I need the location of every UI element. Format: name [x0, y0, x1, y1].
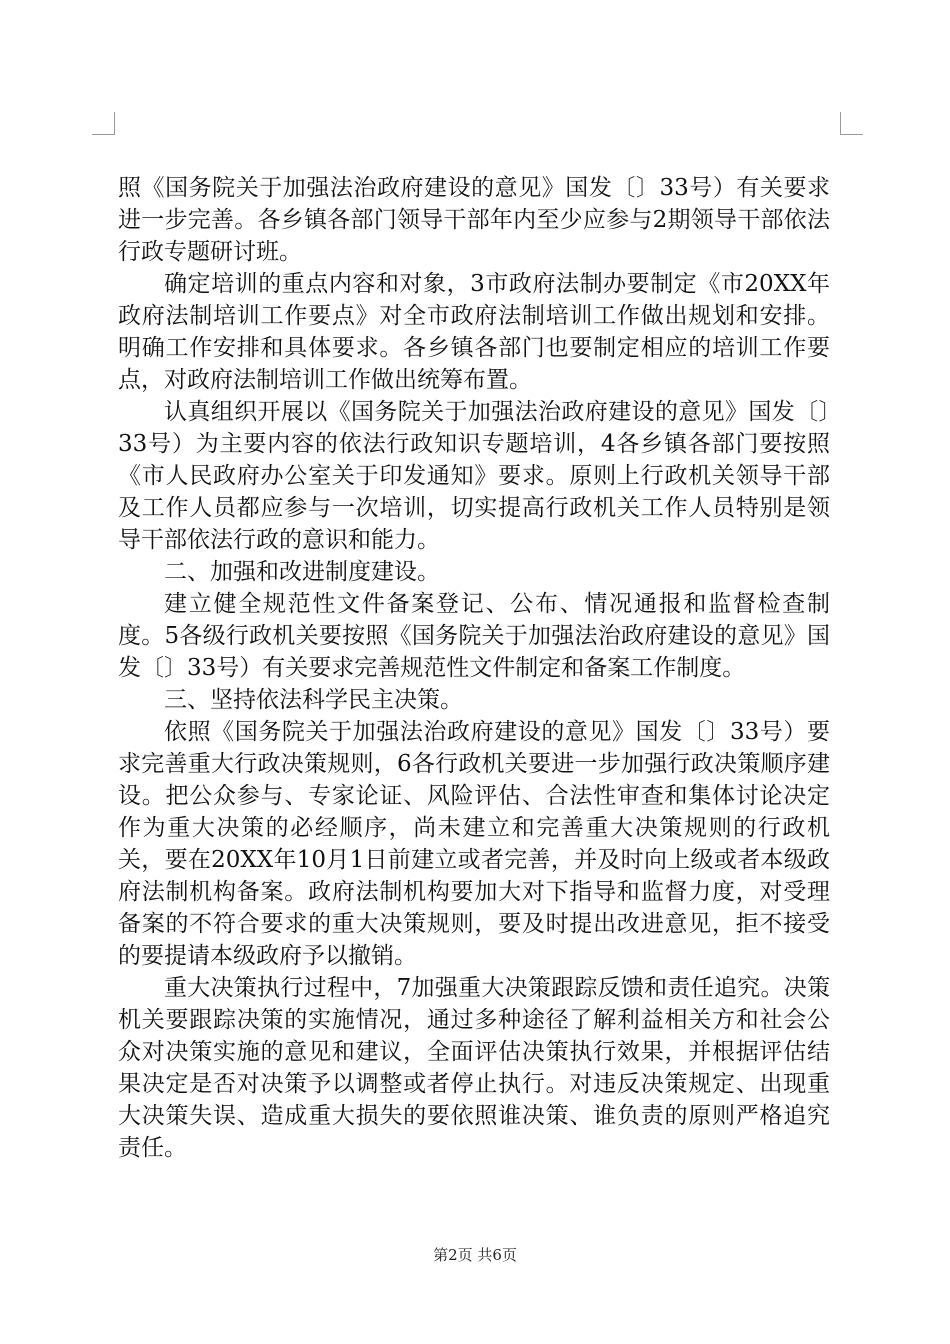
document-body: [118, 172, 830, 1164]
section-heading-3: 三、坚持依法科学民主决策。: [164, 687, 463, 713]
page-number-footer: 第2页 共6页: [433, 1246, 517, 1264]
paragraph-3: 认真组织开展以《国务院关于加强法治政府建设的意见》国发〔〕33号）为主要内容的依法行政知识专题培训，4各乡镇各部门要按照《市人民政府办公室关于印发通知》要求。原则上行政机关领导干部及工作人员都应参与一次培训，切实提高行政机关工作人员特别是领导干部依法行政的意识和能力。: [118, 399, 830, 553]
crop-mark-top-left: [92, 112, 115, 135]
section-heading-2: 二、加强和改进制度建设。: [164, 559, 440, 585]
crop-mark-top-right: [840, 112, 863, 135]
paragraph-6: 重大决策执行过程中，7加强重大决策跟踪反馈和责任追究。决策机关要跟踪决策的实施情况，通过多种途径了解利益相关方和社会公众对决策实施的意见和建议，全面评估决策执行效果，并根据评估结果决定是否对决策予以调整或者停止执行。对违反决策规定、出现重大决策失误、造成重大损失的要依照谁决策、谁负责的原则严格追究责任。: [118, 975, 830, 1161]
paragraph-1: 照《国务院关于加强法治政府建设的意见》国发〔〕33号）有关要求进一步完善。各乡镇各部门领导干部年内至少应参与2期领导干部依法行政专题研讨班。: [118, 175, 830, 265]
paragraph-2: 确定培训的重点内容和对象，3市政府法制办要制定《市20XX年政府法制培训工作要点》对全市政府法制培训工作做出规划和安排。明确工作安排和具体要求。各乡镇各部门也要制定相应的培训工作要点，对政府法制培训工作做出统筹布置。: [118, 271, 830, 393]
paragraph-4: 建立健全规范性文件备案登记、公布、情况通报和监督检查制度。5各级行政机关要按照《国务院关于加强法治政府建设的意见》国发〔〕33号）有关要求完善规范性文件制定和备案工作制度。: [118, 591, 830, 681]
paragraph-5: 依照《国务院关于加强法治政府建设的意见》国发〔〕33号）要求完善重大行政决策规则，6各行政机关要进一步加强行政决策顺序建设。把公众参与、专家论证、风险评估、合法性审查和集体讨论决定作为重大决策的必经顺序，尚未建立和完善重大决策规则的行政机关，要在20XX年10月1日前建立或者完善，并及时向上级或者本级政府法制机构备案。政府法制机构要加大对下指导和监督力度，对受理备案的不符合要求的重大决策规则，要及时提出改进意见，拒不接受的要提请本级政府予以撤销。: [118, 719, 830, 969]
